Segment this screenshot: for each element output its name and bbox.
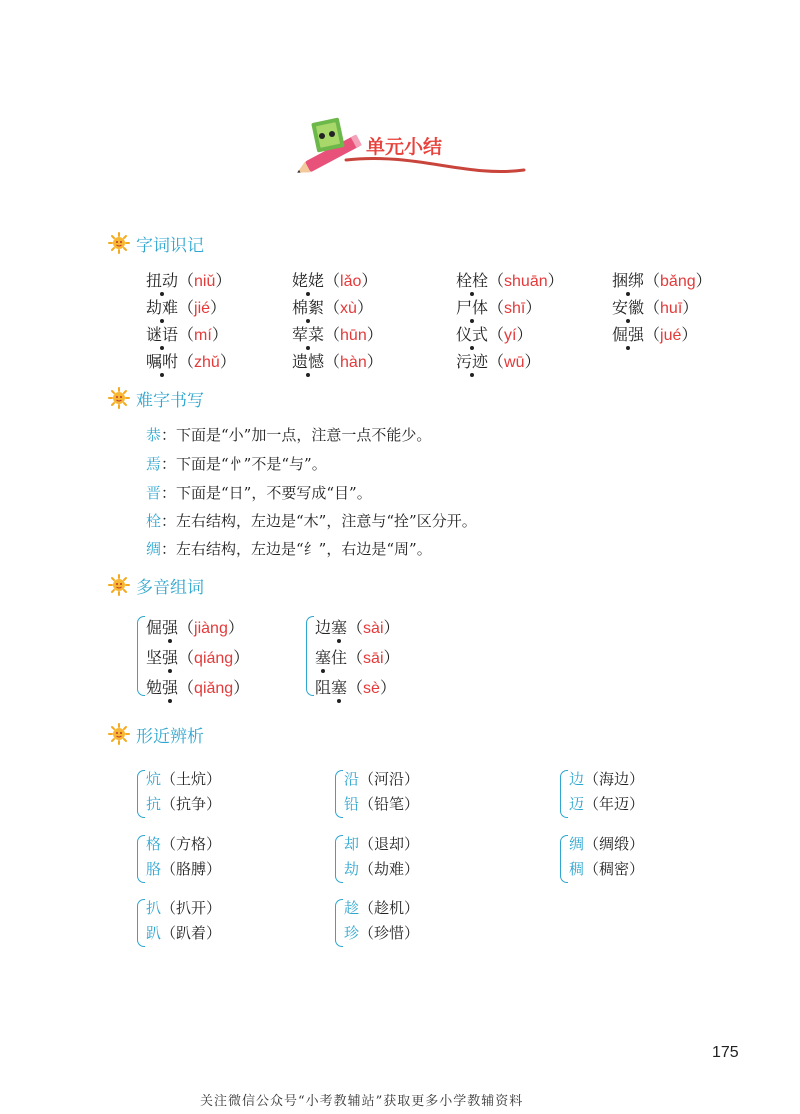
similar-item: 劫（劫难） (344, 860, 420, 878)
group-brace (335, 899, 343, 947)
group-brace (137, 899, 145, 947)
vocab-item: 遗憾（hàn） (292, 352, 383, 371)
sun-icon (108, 232, 130, 254)
vocab-item: 劫难（jié） (146, 298, 227, 317)
similar-item: 趁（趁机） (344, 899, 420, 917)
vocab-item: 荤菜（hūn） (292, 325, 383, 344)
section-title: 多音组词 (136, 577, 204, 598)
group-brace (137, 616, 145, 696)
similar-item: 格（方格） (146, 835, 222, 853)
group-brace (335, 770, 343, 818)
footer-note: 关注微信公众号“小考教辅站”获取更多小学教辅资料 (200, 1094, 524, 1109)
vocab-item: 捆绑（bǎng） (612, 271, 712, 290)
page-title: 单元小结 (366, 136, 443, 158)
vocab-item: 谜语（mí） (146, 325, 228, 344)
sun-icon (108, 574, 130, 596)
page-number: 175 (712, 1044, 739, 1061)
group-brace (560, 835, 568, 883)
writing-note: 绸：左右结构，左边是“纟”，右边是“周”。 (146, 540, 432, 558)
polyphone-item: 坚强（qiáng） (146, 648, 250, 667)
sun-icon (108, 723, 130, 745)
similar-item: 沿（河沿） (344, 770, 420, 788)
section-header-similar (108, 719, 204, 749)
group-brace (335, 835, 343, 883)
vocab-item: 尸体（shī） (456, 298, 542, 317)
writing-note: 晋：下面是“日”，不要写成“目”。 (146, 484, 372, 502)
similar-item: 扒（扒开） (146, 899, 222, 917)
similar-item: 铅（铅笔） (344, 795, 420, 813)
sun-icon (108, 387, 130, 409)
polyphone-item: 塞住（sāi） (315, 648, 400, 667)
vocab-item: 嘱咐（zhǔ） (146, 352, 236, 371)
vocab-item: 棉絮（xù） (292, 298, 373, 317)
polyphone-item: 勉强（qiǎng） (146, 678, 250, 697)
writing-note: 栓：左右结构，左边是“木”，注意与“拴”区分开。 (146, 512, 477, 530)
group-brace (560, 770, 568, 818)
similar-item: 珍（珍惜） (344, 924, 420, 942)
similar-item: 胳（胳膊） (146, 860, 222, 878)
section-header-polyphone (108, 570, 204, 600)
writing-note: 恭：下面是“小”加一点，注意一点不能少。 (146, 426, 432, 444)
similar-item: 抗（抗争） (146, 795, 222, 813)
vocab-item: 扭动（niǔ） (146, 271, 232, 290)
group-brace (137, 770, 145, 818)
similar-item: 绸（绸缎） (569, 835, 645, 853)
group-brace (137, 835, 145, 883)
similar-item: 迈（年迈） (569, 795, 645, 813)
similar-item: 炕（土炕） (146, 770, 222, 788)
similar-item: 稠（稠密） (569, 860, 645, 878)
vocab-item: 安徽（huī） (612, 298, 699, 317)
polyphone-item: 阻塞（sè） (315, 678, 396, 697)
writing-note: 焉：下面是“㣺”不是“与”。 (146, 455, 327, 473)
vocab-item: 栓栓（shuān） (456, 271, 564, 290)
similar-item: 趴（趴着） (146, 924, 222, 942)
vocab-item: 姥姥（lǎo） (292, 271, 378, 290)
section-header-vocab (108, 228, 204, 258)
vocab-item: 倔强（jué） (612, 325, 698, 344)
section-title: 字词识记 (136, 235, 204, 256)
polyphone-item: 边塞（sài） (315, 618, 400, 637)
section-title: 形近辨析 (136, 726, 204, 747)
similar-item: 边（海边） (569, 770, 645, 788)
section-header-writing (108, 383, 204, 413)
group-brace (306, 616, 314, 696)
vocab-item: 仪式（yí） (456, 325, 533, 344)
section-title: 难字书写 (136, 390, 204, 411)
polyphone-item: 倔强（jiàng） (146, 618, 244, 637)
similar-item: 却（退却） (344, 835, 420, 853)
vocab-item: 污迹（wū） (456, 352, 541, 371)
